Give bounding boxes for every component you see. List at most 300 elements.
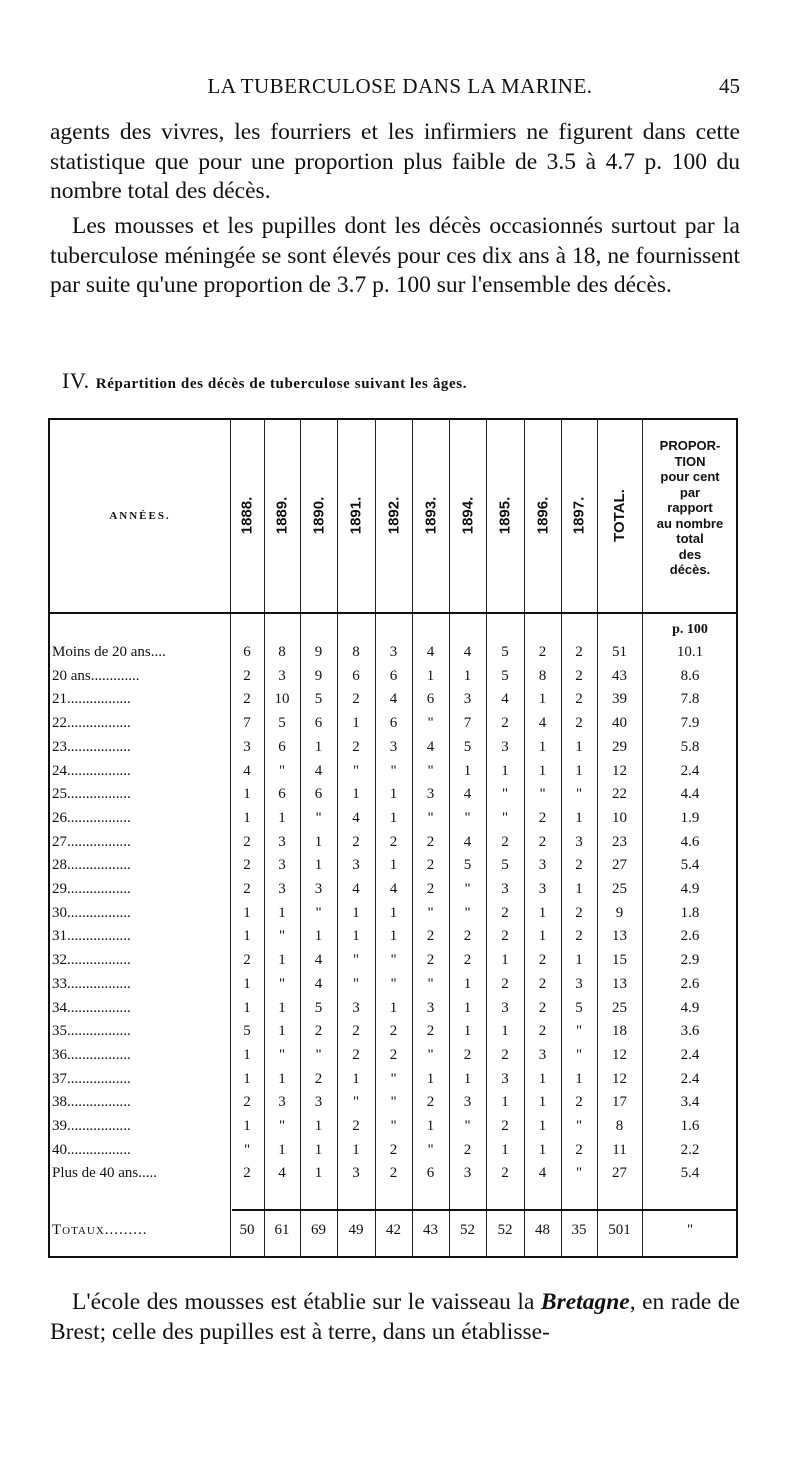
table-cell: 2: [352, 1046, 360, 1063]
table-cell: 2: [243, 857, 251, 874]
table-cell: 2: [352, 1023, 360, 1040]
table-cell: 1: [278, 904, 286, 921]
table-cell: 2: [501, 928, 509, 945]
table-cell: ": [575, 1165, 583, 1182]
table-cell: 1: [501, 952, 509, 969]
column-header-label: 1890.: [310, 496, 328, 534]
table-cell: 39: [612, 691, 627, 708]
proportion-header-line: pour cent: [660, 469, 720, 484]
table-cell: 3: [278, 833, 286, 850]
table-cell: 2: [426, 857, 435, 874]
table-cell: 4: [352, 809, 360, 826]
table-cell: 29: [612, 738, 627, 755]
table-cell: 5: [243, 1023, 251, 1040]
table-cell: ": [464, 809, 471, 826]
table-cell: 1: [463, 1023, 472, 1040]
table-cell: ": [390, 952, 397, 969]
proportion-header-line: rapport: [667, 500, 713, 515]
table-cell: 27: [612, 1165, 627, 1182]
table-cell: 3: [278, 667, 286, 684]
table-cell: 1.9: [680, 809, 700, 826]
table-cell: ": [390, 1118, 397, 1134]
table-cell: 1: [352, 715, 360, 732]
table-cell: 2.4: [680, 1046, 700, 1063]
table-cell: 3: [501, 1070, 509, 1087]
table-row: [0, 786, 800, 809]
table-cell: 4.4: [680, 786, 700, 803]
table-cell: ": [464, 1118, 471, 1134]
table-cell: 1: [426, 1118, 435, 1134]
table-cell: 8: [278, 644, 286, 660]
table-cell: 2: [501, 1165, 509, 1182]
table-cell: 52: [497, 1222, 513, 1238]
table-cell: ": [427, 904, 434, 921]
table-cell: 1: [389, 904, 398, 921]
table-cell: ": [427, 809, 434, 826]
table-cell: ": [278, 1118, 286, 1134]
table-cell: 5.8: [680, 738, 700, 755]
column-header-label: 1891.: [347, 496, 365, 534]
table-cell: 1: [501, 1094, 509, 1111]
row-label: Totaux.........: [52, 1222, 148, 1238]
table-cell: 7.9: [680, 715, 700, 732]
table-cell: 4: [389, 691, 398, 708]
table-cell: 3: [426, 786, 435, 803]
table-cell: 1: [575, 762, 583, 779]
table-cell: 6: [243, 644, 251, 660]
table-cell: 2: [538, 952, 547, 969]
table-cell: ": [390, 762, 397, 779]
table-cell: 1: [352, 904, 360, 921]
table-row: [0, 644, 800, 667]
table-cell: ": [501, 786, 509, 803]
table-cell: ": [390, 1070, 397, 1087]
table-row: [0, 1142, 800, 1165]
table-cell: ": [352, 762, 360, 779]
row-label: 32.................: [52, 952, 131, 969]
row-label: 24.................: [52, 762, 131, 779]
table-cell: 22: [612, 786, 627, 803]
table-cell: ": [278, 928, 286, 945]
proportion-column-header: [642, 438, 738, 578]
table-cell: ": [352, 975, 360, 992]
page-number: 45: [719, 74, 740, 98]
table-cell: 8: [615, 1118, 624, 1134]
row-label: Moins de 20 ans....: [52, 644, 166, 660]
table-cell: 2: [389, 1023, 398, 1040]
table-cell: 13: [612, 975, 627, 992]
table-cell: 2: [389, 1046, 398, 1063]
table-cell: 2: [389, 1165, 398, 1182]
table-cell: 1: [389, 809, 398, 826]
table-cell: ": [390, 975, 397, 992]
table-cell: ": [352, 952, 360, 969]
row-label: 29.................: [52, 881, 131, 897]
table-cell: 2: [243, 833, 251, 850]
table-row: [0, 905, 800, 928]
table-cell: 1: [463, 1070, 472, 1087]
table-row: [0, 1118, 800, 1141]
table-row: [0, 810, 800, 833]
table-cell: 8.6: [680, 667, 700, 684]
table-cell: 1: [352, 928, 360, 945]
table-cell: 2: [575, 904, 583, 921]
table-cell: 48: [535, 1222, 550, 1238]
table-cell: 2: [352, 691, 360, 708]
table-cell: 3: [243, 738, 251, 755]
table-cell: 2.6: [680, 928, 700, 945]
table-cell: ": [278, 762, 286, 779]
table-cell: ": [315, 809, 322, 826]
table-cell: 1: [278, 809, 286, 826]
table-cell: 1: [575, 1070, 583, 1087]
table-cell: 17: [612, 1094, 627, 1111]
table-cell: 2: [575, 667, 583, 684]
table-cell: 7.8: [680, 691, 700, 708]
table-cell: 1: [538, 1094, 547, 1111]
table-cell: 1.6: [680, 1118, 700, 1134]
table-cell: 3: [278, 1094, 286, 1111]
table-cell: 1: [501, 762, 509, 779]
table-cell: 2: [463, 928, 472, 945]
table-cell: 2: [501, 715, 509, 732]
row-label: 34.................: [52, 999, 131, 1016]
row-label: 27.................: [52, 833, 131, 850]
table-cell: ": [315, 1046, 322, 1063]
column-header-label: TOTAL.: [611, 488, 628, 542]
table-cell: 3: [278, 881, 286, 897]
table-cell: 3: [538, 881, 547, 897]
table-cell: 6: [278, 786, 286, 803]
table-cell: 1: [575, 881, 583, 897]
table-cell: 2: [575, 715, 583, 732]
row-label: 40.................: [52, 1141, 131, 1158]
table-cell: 5.4: [680, 1165, 700, 1182]
table-cell: 1: [243, 928, 251, 945]
table-row: [0, 881, 800, 904]
table-cell: 2: [426, 1094, 435, 1111]
table-cell: 9: [615, 904, 624, 921]
row-label: 23.................: [52, 738, 131, 755]
running-title: LA TUBERCULOSE DANS LA MARINE.: [207, 74, 593, 98]
table-cell: 12: [612, 1046, 627, 1063]
table-cell: 2: [501, 833, 509, 850]
table-cell: 3.4: [680, 1094, 700, 1111]
table-cell: ": [243, 1141, 251, 1158]
ship-name: Bretagne: [540, 1289, 630, 1315]
table-cell: 501: [608, 1222, 631, 1238]
table-cell: 4: [389, 881, 398, 897]
totals-rule: [232, 1209, 736, 1211]
table-cell: 2: [389, 833, 398, 850]
row-label: 25.................: [52, 786, 131, 803]
table-cell: 1: [314, 857, 323, 874]
table-cell: 2: [426, 1023, 435, 1040]
table-cell: 1: [463, 975, 472, 992]
table-cell: 1: [352, 1141, 360, 1158]
table-cell: 50: [239, 1222, 255, 1238]
proportion-header-line: décès.: [669, 562, 711, 577]
table-row: [0, 668, 800, 691]
table-cell: ": [575, 1023, 583, 1040]
table-cell: 2: [352, 738, 360, 755]
table-cell: 1: [314, 1165, 323, 1182]
table-cell: 25: [612, 881, 627, 897]
table-cell: 2: [426, 881, 435, 897]
table-cell: 15: [612, 952, 627, 969]
table-cell: 2: [575, 1141, 583, 1158]
table-cell: 1: [243, 786, 251, 803]
paragraph-3: [50, 1288, 740, 1347]
table-cell: 6: [314, 786, 323, 803]
table-row: [0, 952, 800, 975]
table-row: [0, 1000, 800, 1023]
table-cell: 3: [314, 881, 323, 897]
table-cell: 18: [612, 1023, 627, 1040]
table-cell: 4: [314, 762, 323, 779]
paragraph-3-start: L'école des mousses est établie sur le vaisseau la: [72, 1289, 541, 1315]
table-cell: 10: [274, 691, 290, 708]
year-header: [375, 430, 412, 600]
table-cell: 13: [612, 928, 627, 945]
column-header-label: 1889.: [273, 496, 291, 534]
table-cell: 2: [501, 975, 509, 992]
table-cell: 1: [243, 999, 251, 1016]
table-cell: 1: [352, 786, 360, 803]
proportion-unit: p. 100: [672, 622, 708, 637]
table-cell: 1: [352, 1070, 360, 1087]
table-cell: 2: [426, 833, 435, 850]
table-cell: 1: [389, 928, 398, 945]
table-cell: 7: [463, 715, 472, 732]
table-cell: 2: [243, 952, 251, 969]
table-cell: 5: [278, 715, 286, 732]
proportion-header-line: TION: [674, 453, 706, 469]
table-cell: 4: [314, 952, 323, 969]
table-cell: 1: [278, 952, 286, 969]
table-cell: 2: [352, 1118, 360, 1134]
table-cell: 1: [314, 738, 323, 755]
table-cell: 6: [314, 715, 323, 732]
table-cell: 1: [426, 667, 435, 684]
table-cell: 2: [575, 857, 583, 874]
table-cell: 2: [501, 1046, 509, 1063]
proportion-header-line: au nombre: [656, 515, 724, 531]
table-cell: 40: [612, 715, 627, 732]
year-header: [524, 430, 561, 600]
table-cell: 2: [426, 952, 435, 969]
table-cell: 1: [314, 1141, 323, 1158]
table-cell: ": [278, 1046, 286, 1063]
totals-row: [0, 1222, 800, 1245]
table-cell: 9: [314, 644, 323, 660]
row-label: 31.................: [52, 928, 131, 945]
table-cell: 3: [463, 1094, 472, 1111]
table-cell: 4: [463, 833, 472, 850]
table-cell: 2: [243, 1094, 251, 1111]
table-cell: 2: [463, 952, 472, 969]
table-cell: 5: [501, 644, 509, 660]
table-cell: 1: [463, 667, 472, 684]
table-cell: 3: [314, 1094, 323, 1111]
year-header: [337, 430, 375, 600]
column-header-label: 1892.: [385, 496, 403, 534]
proportion-header-line: par: [679, 484, 701, 500]
table-cell: ": [390, 1094, 397, 1111]
table-cell: 8: [538, 667, 547, 684]
table-cell: ": [575, 1046, 583, 1063]
row-label: 21.................: [52, 691, 131, 708]
table-cell: 23: [612, 833, 627, 850]
table-cell: 4.6: [680, 833, 700, 850]
section-number: IV.: [62, 368, 90, 393]
table-cell: 1: [538, 904, 547, 921]
column-header-label: 1893.: [422, 496, 440, 534]
proportion-header-line: total: [676, 531, 704, 546]
table-cell: 1: [243, 904, 251, 921]
row-label: Plus de 40 ans.....: [52, 1165, 157, 1182]
table-cell: 2: [463, 1141, 472, 1158]
table-cell: 2: [426, 928, 435, 945]
table-cell: ": [427, 715, 434, 732]
table-cell: 5: [314, 999, 323, 1016]
table-cell: 51: [612, 644, 627, 660]
table-cell: 5: [463, 857, 472, 874]
table-cell: 4: [243, 762, 251, 779]
table-row: [0, 1165, 800, 1188]
header-rule: [50, 612, 736, 614]
column-header-label: 1895.: [496, 496, 514, 534]
table-cell: 3: [463, 1165, 472, 1182]
table-cell: 2: [538, 999, 547, 1016]
table-cell: 2: [538, 833, 547, 850]
table-cell: 1: [463, 762, 472, 779]
table-cell: 10.1: [676, 644, 704, 660]
table-cell: 1: [575, 952, 583, 969]
table-cell: 2: [501, 1118, 509, 1134]
table-cell: 5: [501, 667, 509, 684]
table-cell: 1: [243, 809, 251, 826]
table-cell: ": [315, 904, 322, 921]
table-cell: 1: [278, 1023, 286, 1040]
table-cell: 1: [463, 999, 472, 1016]
table-cell: 4: [463, 786, 472, 803]
table-cell: 11: [612, 1141, 627, 1158]
table-cell: 1: [314, 1118, 323, 1134]
table-cell: 3: [352, 999, 360, 1016]
table-cell: 1: [314, 833, 323, 850]
table-cell: 2: [538, 644, 547, 660]
table-cell: 3: [463, 691, 472, 708]
table-cell: 4: [426, 738, 435, 755]
table-cell: 5: [314, 691, 323, 708]
table-cell: 7: [243, 715, 251, 732]
table-cell: 3: [352, 1165, 360, 1182]
table-cell: 52: [460, 1222, 475, 1238]
table-cell: ": [278, 975, 286, 992]
row-label: 33.................: [52, 975, 131, 992]
table-cell: 2: [243, 1165, 251, 1182]
paragraph-2: Les mousses et les pupilles dont les décès occasionnés surtout par la tuberculose méningée se sont élevés pour ces dix ans à 18, ne fournissent par suite qu'une proportion de 3.7 p. 100 sur l'ensemble des décès.: [50, 213, 740, 298]
year-header: [449, 430, 486, 600]
table-cell: 49: [348, 1222, 364, 1238]
year-header: [561, 430, 597, 600]
table-cell: 2: [463, 1046, 472, 1063]
table-cell: 2: [575, 928, 583, 945]
table-cell: 5.4: [680, 857, 700, 874]
table-cell: 2.9: [680, 952, 700, 969]
table-cell: 3: [538, 1046, 547, 1063]
table-cell: ": [575, 786, 583, 803]
table-cell: ": [352, 1094, 360, 1111]
year-header: [300, 430, 337, 600]
year-header: [486, 430, 524, 600]
table-cell: 12: [612, 762, 627, 779]
section-heading: Répartition des décès de tuberculose suivant les âges.: [95, 376, 468, 392]
table-cell: ": [427, 762, 434, 779]
table-cell: 3: [389, 644, 398, 660]
table-cell: 6: [389, 667, 398, 684]
table-cell: ": [686, 1222, 694, 1238]
table-cell: 1: [538, 1141, 547, 1158]
table-cell: 25: [612, 999, 627, 1016]
table-cell: 1: [243, 1070, 251, 1087]
table-cell: ": [427, 975, 434, 992]
table-cell: 1: [501, 1023, 509, 1040]
table-cell: ": [464, 904, 471, 921]
table-cell: 6: [389, 715, 398, 732]
table-cell: 4: [314, 975, 323, 992]
table-cell: 2: [575, 644, 583, 660]
table-cell: 3: [575, 833, 583, 850]
table-cell: 1: [426, 1070, 435, 1087]
table-cell: 9: [314, 667, 323, 684]
table-cell: 2: [575, 1094, 583, 1111]
table-cell: 3: [426, 999, 435, 1016]
row-label: 38.................: [52, 1094, 131, 1111]
table-cell: 2: [538, 975, 547, 992]
table-cell: 42: [386, 1222, 401, 1238]
table-cell: 4: [352, 881, 360, 897]
table-cell: ": [464, 881, 471, 897]
table-cell: 1: [575, 809, 583, 826]
table-cell: 5: [501, 857, 509, 874]
table-cell: 3: [501, 999, 509, 1016]
table-cell: 6: [426, 691, 435, 708]
table-cell: 2: [575, 691, 583, 708]
row-label: 37.................: [52, 1070, 131, 1087]
table-cell: 1: [538, 1070, 547, 1087]
table-cell: 4: [278, 1165, 286, 1182]
table-cell: 35: [571, 1222, 587, 1238]
row-label: 20 ans.............: [52, 667, 140, 684]
table-cell: ": [539, 786, 546, 803]
table-row: [0, 1094, 800, 1117]
table-cell: 2.4: [680, 762, 700, 779]
table-cell: 1: [278, 999, 286, 1016]
table-cell: 61: [274, 1222, 290, 1238]
table-row: [0, 739, 800, 762]
row-label: 35.................: [52, 1023, 131, 1040]
table-cell: 43: [423, 1222, 438, 1238]
table-cell: 1: [538, 928, 547, 945]
table-cell: 5: [575, 999, 583, 1016]
row-label: 30.................: [52, 904, 131, 921]
table-cell: 2.6: [680, 975, 700, 992]
table-cell: 69: [311, 1222, 326, 1238]
table-cell: ": [501, 809, 509, 826]
table-cell: ": [427, 1046, 434, 1063]
